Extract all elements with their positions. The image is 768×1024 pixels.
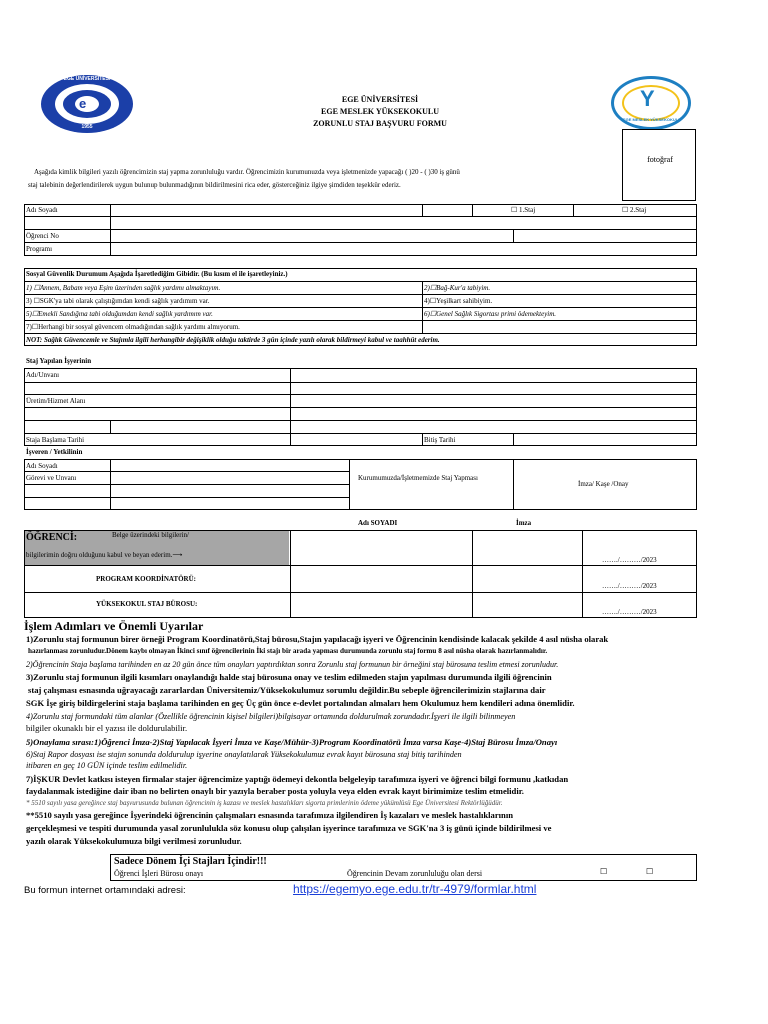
note-2c: yazılı olarak Yüksekokulumuza bilgi verilmesi zorunludur. <box>26 836 242 846</box>
step-1a: 1)Zorunlu staj formunun birer örneği Program Koordinatörü,Staj bürosu,Stajın yapılacağı işyeri ve Öğrencinin kendisinde kalacak şekilde 4 asıl nüsha olarak <box>26 634 609 644</box>
start-date-label: Staja Başlama Tarihi <box>26 436 85 444</box>
student-number-label: Öğrenci No <box>26 232 59 240</box>
ss-option-6[interactable]: 6)☐Genel Sağlık Sigortası primi ödemekteyim. <box>424 310 557 318</box>
end-date-input[interactable] <box>515 434 695 445</box>
program-label: Programı <box>26 245 53 253</box>
officer-role-input[interactable] <box>112 472 347 483</box>
photo-label: fotoğraf <box>647 155 673 164</box>
footer-label: Bu formun internet ortamındaki adresi: <box>24 885 186 896</box>
name-column-header: Adı SOYADI <box>358 519 398 527</box>
ss-option-3[interactable]: 3) ☐SGK'ya tabi olarak çalıştığımdan kendi sağlık yardımım var. <box>26 297 210 305</box>
logo-left-year: 1955 <box>81 124 93 130</box>
officer-name-label: Adı Soyadı <box>26 462 58 470</box>
student-name-sign-input[interactable] <box>292 531 470 564</box>
student-name-input[interactable] <box>112 205 420 215</box>
step-3a: 3)Zorunlu staj formunun ilgili kısımları onaylandığı halde staj bürosuna onay ve teslim edilmeden stajın yapılması durumunda ilgili öğrencinin <box>26 672 552 682</box>
step-3b: staj çalışması esnasında uğrayacağı zararlardan Üniversitemiz/Yüksekokulumuz sorumlu değildir.Bu sebeple öğrencilerimizin stajlarına dair <box>28 685 546 695</box>
student-statement-2: bilgilerimin doğru olduğunu kabul ve beyan ederim.⟶ <box>26 551 183 559</box>
step-2: 2)Öğrencinin Staja başlama tarihinden en az 20 gün önce tüm onayları yaptırdıktan sonra Zorunlu staj formunun bir örneğini staj bürosuna teslim etmesi zorunludur. <box>26 660 559 669</box>
steps-title: İşlem Adımları ve Önemli Uyarılar <box>24 619 204 633</box>
note-2b: gerçekleşmesi ve tespiti durumunda yasal zorunlulukla söz konusu olup çalışılan işyerince tarafımıza ve SGK'na 3 iş günü içinde bildirilmesi ve <box>26 823 552 833</box>
student-statement-1: Belge üzerindeki bilgilerin/ <box>112 531 189 539</box>
ss-option-4[interactable]: 4)☐Yeşilkart sahibiyim. <box>424 297 493 305</box>
social-security-title: Sosyal Güvenlik Durumum Aşağıda İşaretlediğim Gibidir. (Bu kısım el ile işaretleyiniz.) <box>26 270 288 278</box>
header-line-2: EGE MESLEK YÜKSEKOKULU <box>321 107 439 116</box>
intro-line-1: Aşağıda kimlik bilgileri yazılı öğrencimizin staj yapma zorunluluğu vardır. Öğrencimizin kurumunuzda veya işletmenizde yapacağı ( )20 - ( )30 iş günü <box>34 168 460 176</box>
employer-officer-title: İşveren / Yetkilinin <box>26 448 83 456</box>
student-number-input[interactable] <box>112 230 510 241</box>
student-label: ÖĞRENCİ: <box>26 532 78 543</box>
ss-option-2[interactable]: 2)☐Bağ-Kur'a tabiyim. <box>424 284 491 292</box>
employer-name-label: Adı/Unvanı <box>26 371 60 379</box>
step-4a: 4)Zorunlu staj formundaki tüm alanlar (Özellikle öğrencinin kişisel bilgileri)bilgisayar ortamında doldurulmak zorundadır.İşyeri ile ilgili bilinmeyen <box>26 712 516 721</box>
approval-checkbox-2[interactable]: ☐ <box>646 867 654 876</box>
header-line-1: EGE ÜNİVERSİTESİ <box>341 95 419 104</box>
coordinator-label: PROGRAM KOORDİNATÖRÜ: <box>96 575 197 583</box>
form-url-link[interactable]: https://egemyo.ege.edu.tr/tr-4979/formlar.html <box>293 882 537 896</box>
stamp-label: İmza/ Kaşe /Onay <box>578 480 629 488</box>
attendance-course-label: Öğrencinin Devam zorunluluğu olan dersi <box>347 869 483 878</box>
sign-column-header: İmza <box>516 519 532 527</box>
employer-name-input[interactable] <box>292 369 695 381</box>
step-7a: 7)İŞKUR Devlet katkısı isteyen firmalar stajer öğrencimize yaptığı ödemeyi dekontla belgeleyip tarafımıza işyeri ve öğrenci bilgi formunu ,katkıdan <box>26 774 569 784</box>
ege-university-logo: EGE ÜNİVERSİTESİ 1955 e <box>41 75 133 133</box>
officer-name-input[interactable] <box>112 460 347 470</box>
staj-2-checkbox[interactable]: ☐ 2.Staj <box>622 206 647 214</box>
step-7b: faydalanmak istediğine dair iban no belirten onaylı bir yazıyla beraber posta yoluyla veya elden evrak kayıt birimimize teslim etmelidir. <box>26 786 524 796</box>
student-name-label: Adı Soyadı <box>26 206 58 214</box>
ss-note: NOT: Sağlık Güvencemle ve Stajımla ilgili herhangibir değişiklik olduğu taktirde 3 gün içinde yazılı olarak bildirmeyi kabul ve taahhüt ederim. <box>26 336 440 344</box>
ss-option-1[interactable]: 1) ☐Annem, Babam veya Eşim üzerinden sağlık yardımı almaktayım. <box>26 284 221 292</box>
logo-right-text: EGE MESLEK YÜKSEKOKULU <box>622 117 682 122</box>
note-1: * 5510 sayılı yasa gereğince staj başvurusunda bulunan öğrencinin iş kazası ve meslek hastalıkları sigorta primlerinin ödeme yükümlüsü Ege Üniversitesi Rektörlüğüdür. <box>26 799 503 807</box>
end-date-label: Bitiş Tarihi <box>424 436 456 444</box>
production-area-input[interactable] <box>292 395 695 406</box>
approval-checkbox-1[interactable]: ☐ <box>600 867 608 876</box>
production-area-label: Üretim/Hizmet Alanı <box>26 397 86 405</box>
program-input[interactable] <box>112 243 695 255</box>
step-6b: itibaren en geç 10 GÜN içinde teslim edilmelidir. <box>26 761 188 770</box>
approval-text: Kurumumuzda/İşletmemizde Staj Yapması <box>358 474 478 482</box>
officer-role-label: Görevi ve Unvanı <box>26 474 77 482</box>
step-3c: SGK İşe giriş bildirgelerini staja başlama tarihinden en geç Üç gün önce e-devlet portalından almaları hem Okulumuz hem kendileri adına önemlidir. <box>26 698 575 708</box>
step-1b: hazırlanması zorunludur.Dönem kaybı olmayan İkinci sınıf öğrencilerinin İki stajı bir arada yapması durumunda zorunlu staj formu 8 asıl nüsha olarak hazırlanmalıdır. <box>28 647 548 655</box>
step-6a: 6)Staj Rapor dosyası ise stajın sonunda doldurulup işyerine onaylatılarak Yüksekokulumuz evrak kayıt bürosuna staj bitiş tarihinden <box>26 750 462 759</box>
ss-option-5[interactable]: 5)☐Emekli Sandığına tabi olduğumdan kendi sağlık yardımım var. <box>26 310 213 318</box>
employer-section-title: Staj Yapılan İşyerinin <box>26 357 92 365</box>
intro-line-2: staj talebinin değerlendirilerek uygun bulunup bulunmadığının bildirilmesini rica eder, gösterceğiniz ilgiye şimdiden teşekkür ederiz. <box>28 181 401 189</box>
staj-1-checkbox[interactable]: ☐ 1.Staj <box>511 206 536 214</box>
student-date[interactable]: ……./………/2023 <box>602 556 657 564</box>
ege-myo-logo: Y EGE MESLEK YÜKSEKOKULU <box>611 76 691 130</box>
logo-left-text: EGE ÜNİVERSİTESİ <box>63 76 111 82</box>
coordinator-date[interactable]: ……./………/2023 <box>602 582 657 590</box>
photo-box <box>622 129 696 201</box>
start-date-input[interactable] <box>292 434 420 445</box>
step-5: 5)Onaylama sırası:1)Öğrenci İmza-2)Staj Yapılacak İşyeri İmza ve Kaşe/Mühür-3)Program Koordinatörü İmza varsa Kaşe-4)Staj Bürosu İmza/Onayı <box>26 737 558 747</box>
semester-title: Sadece Dönem İçi Stajları İçindir!!! <box>114 856 267 867</box>
step-4b: bilgiler okunaklı bir el yazısı ile doldurulabilir. <box>26 723 188 733</box>
form-title: ZORUNLU STAJ BAŞVURU FORMU <box>313 119 447 128</box>
bureau-label: YÜKSEKOKUL STAJ BÜROSU: <box>96 600 198 608</box>
registrar-approval-label: Öğrenci İşleri Bürosu onayı <box>114 869 204 878</box>
bureau-date[interactable]: ……./………/2023 <box>602 608 657 616</box>
ss-option-7[interactable]: 7)☐Herhangi bir sosyal güvencem olmadığından sağlık yardımı almıyorum. <box>26 323 240 331</box>
note-2a: **5510 sayılı yasa gereğince İşyerindeki öğrencinin çalışmaları esnasında tarafımıza ilgilendiren İş kazaları ve meslek hastalıklarının <box>26 810 513 820</box>
